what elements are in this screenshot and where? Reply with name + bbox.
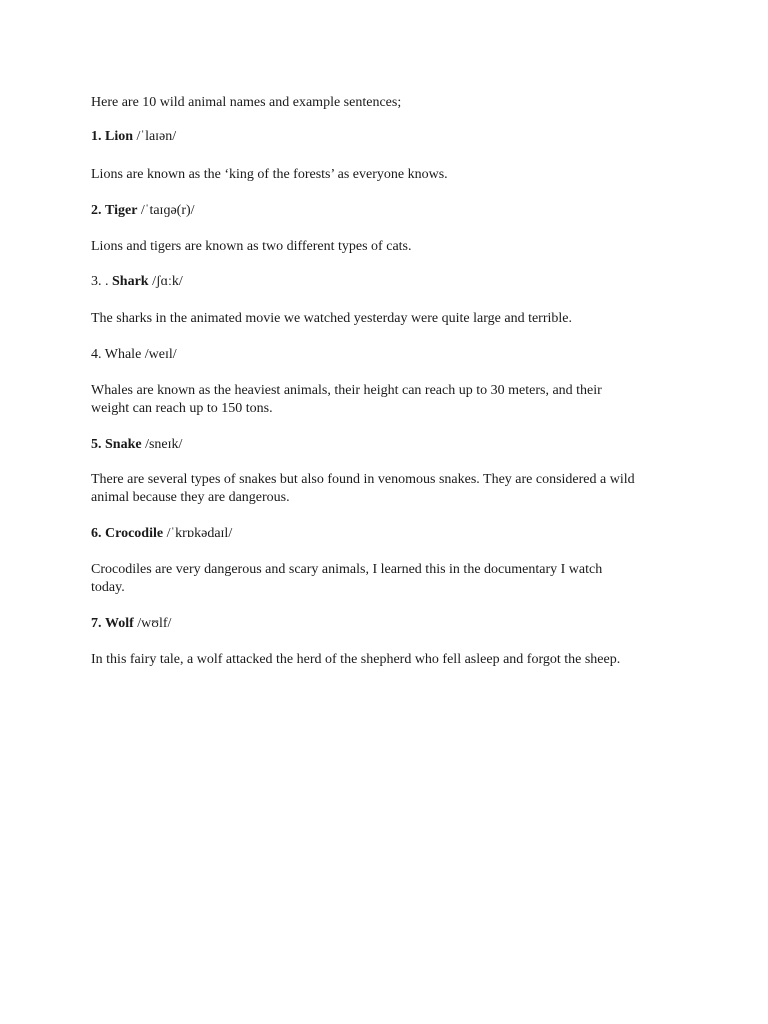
entry-number: 2.: [91, 203, 102, 218]
example-sentence-whale-line-2: weight can reach up to 150 tons.: [91, 401, 273, 416]
example-sentence-tiger: Lions and tigers are known as two different types of cats.: [91, 239, 412, 254]
entry-number: 1.: [91, 129, 102, 144]
entry-heading-shark: [91, 273, 691, 291]
example-sentence-wolf: In this fairy tale, a wolf attacked the herd of the shepherd who fell asleep and forgot the sheep.: [91, 652, 621, 667]
animal-name: Whale: [104, 347, 142, 362]
phonetic: /wʊlf/: [137, 616, 172, 631]
animal-name: Crocodile: [105, 526, 164, 541]
entry-heading-whale: [91, 346, 691, 364]
animal-name: Wolf: [105, 616, 134, 631]
phonetic: /ˈtaɪɡə(r)/: [140, 203, 195, 218]
entry-heading-wolf: [91, 615, 691, 633]
entry-number: 3. .: [91, 274, 109, 289]
entry-heading-crocodile: [91, 525, 691, 543]
example-sentence-shark: The sharks in the animated movie we watched yesterday were quite large and terrible.: [91, 311, 572, 326]
animal-name: Shark: [112, 274, 149, 289]
entry-number: 6.: [91, 526, 102, 541]
phonetic: /weɪl/: [144, 347, 177, 362]
phonetic: /ˈlaɪən/: [136, 129, 177, 144]
animal-name: Lion: [105, 129, 134, 144]
intro-text: Here are 10 wild animal names and example sentences;: [91, 95, 402, 110]
example-sentence-lion: Lions are known as the ‘king of the forests’ as everyone knows.: [91, 167, 448, 182]
example-sentence-crocodile-line-1: Crocodiles are very dangerous and scary animals, I learned this in the documentary I watch: [91, 562, 603, 577]
example-sentence-crocodile-line-2: today.: [91, 580, 125, 595]
entry-heading-tiger: [91, 202, 691, 220]
entry-number: 4.: [91, 347, 102, 362]
animal-name: Snake: [105, 437, 142, 452]
entry-heading-snake: [91, 436, 691, 454]
entry-heading-lion: [91, 128, 691, 146]
entry-number: 7.: [91, 616, 102, 631]
phonetic: /sneɪk/: [145, 437, 183, 452]
entry-number: 5.: [91, 437, 102, 452]
example-sentence-snake-line-1: There are several types of snakes but also found in venomous snakes. They are considered a wild: [91, 472, 635, 487]
example-sentence-snake-line-2: animal because they are dangerous.: [91, 490, 290, 505]
animal-name: Tiger: [105, 203, 138, 218]
example-sentence-whale-line-1: Whales are known as the heaviest animals, their height can reach up to 30 meters, and their: [91, 383, 602, 398]
phonetic: /ʃɑːk/: [152, 274, 183, 289]
phonetic: /ˈkrɒkədaɪl/: [166, 526, 233, 541]
